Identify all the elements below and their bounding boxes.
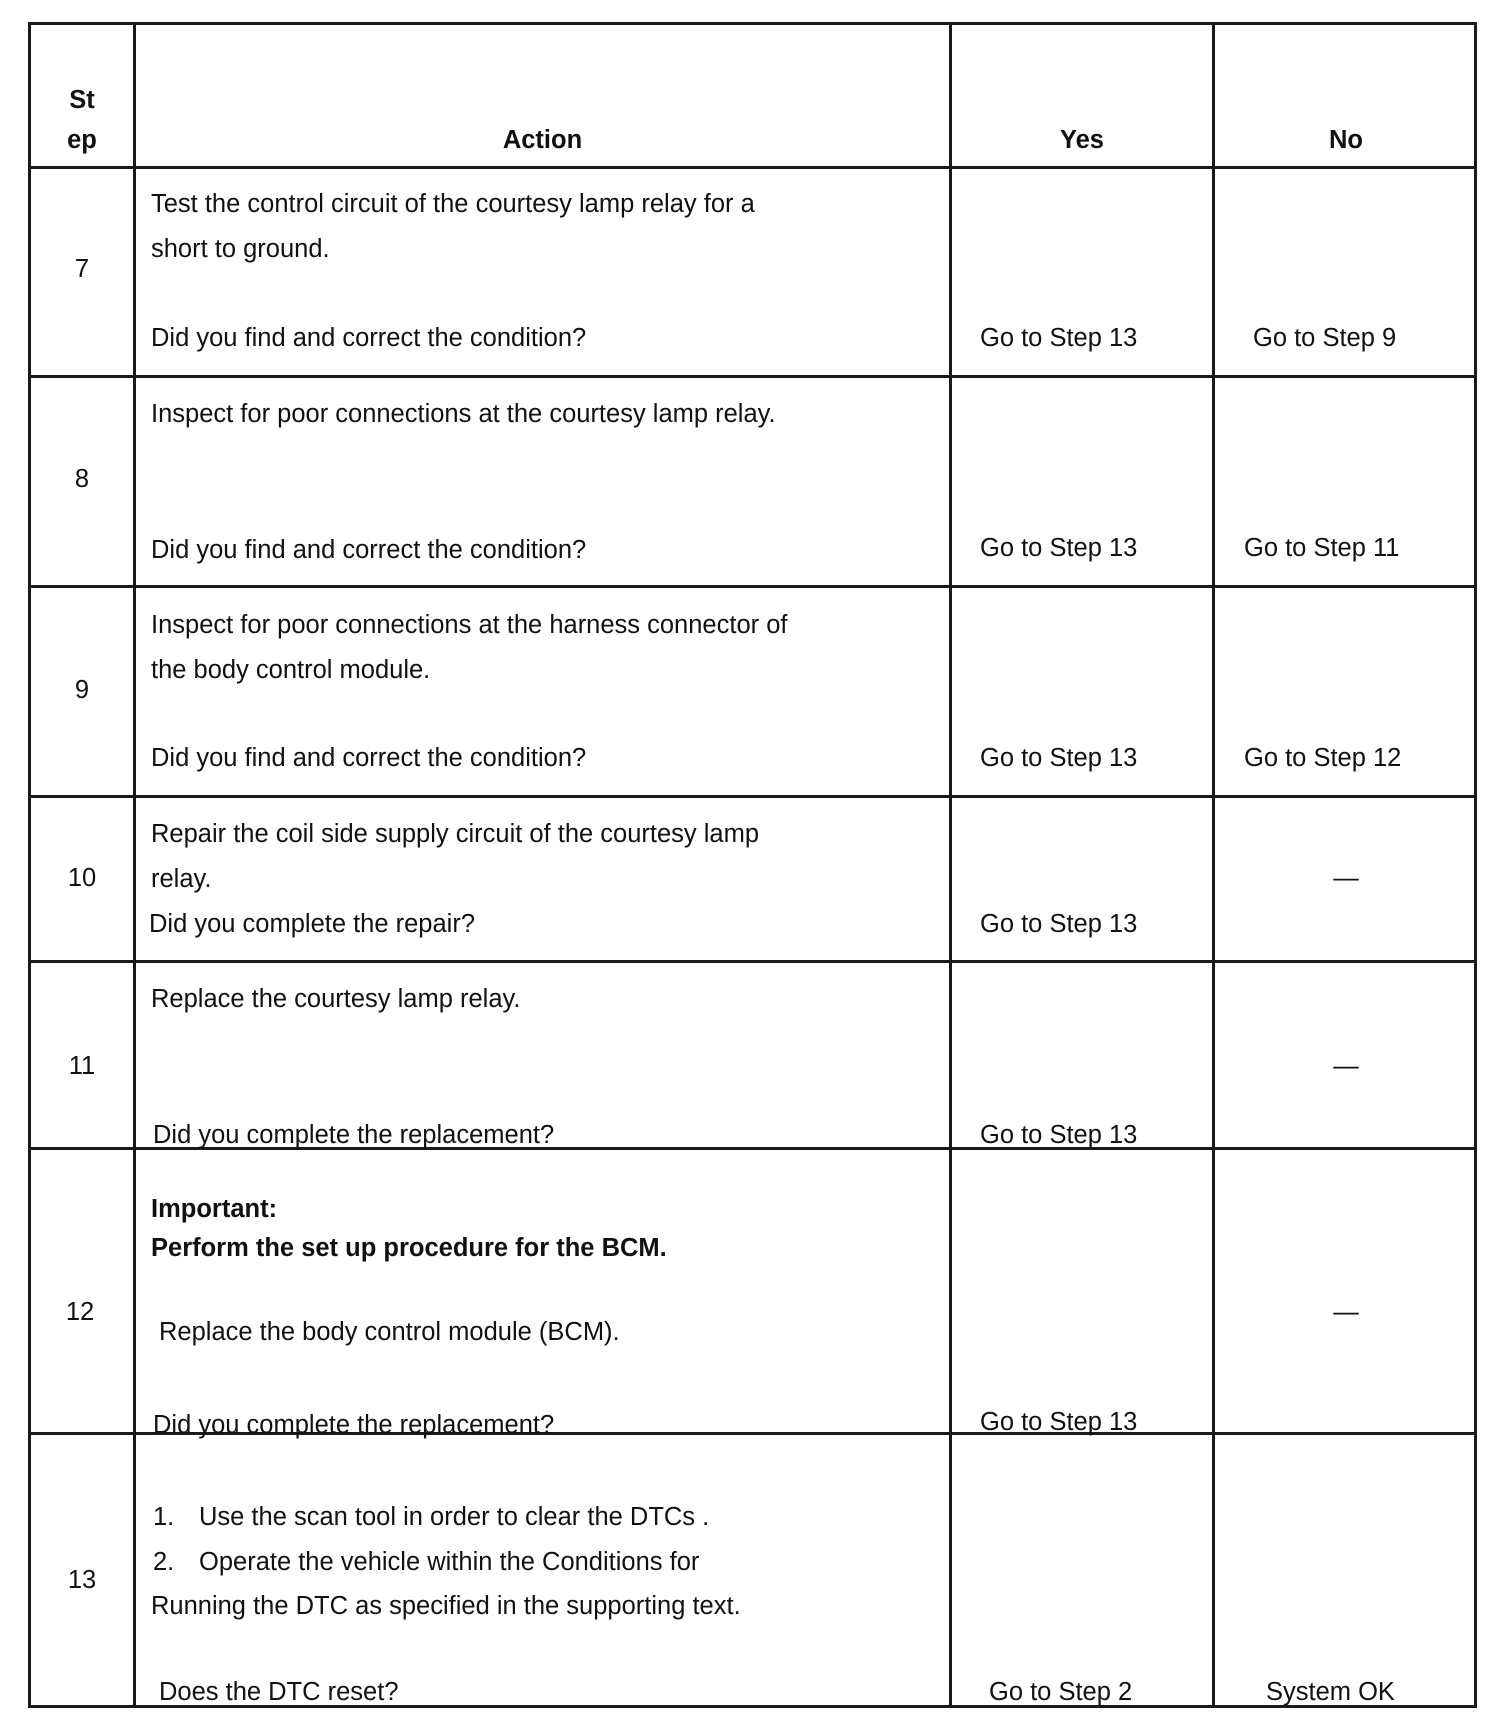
header-action: Action xyxy=(502,126,583,154)
yes-result: Go to Step 13 xyxy=(980,1121,1138,1149)
yes-result: Go to Step 13 xyxy=(980,910,1138,938)
action-text: Replace the body control module (BCM). xyxy=(159,1318,620,1346)
no-result-dash: — xyxy=(1333,864,1359,892)
important-text: Perform the set up procedure for the BCM. xyxy=(151,1234,667,1262)
action-question: Did you find and correct the condition? xyxy=(151,324,587,352)
no-result-dash: — xyxy=(1333,1298,1359,1326)
diagnostic-table xyxy=(28,22,1477,1708)
action-question: Does the DTC reset? xyxy=(159,1678,399,1706)
action-text: Test the control circuit of the courtesy lamp relay for a xyxy=(151,190,755,218)
no-result: Go to Step 9 xyxy=(1253,324,1397,352)
no-result: System OK xyxy=(1266,1678,1395,1706)
step-number: 12 xyxy=(65,1298,95,1326)
list-number: 2. xyxy=(153,1548,175,1576)
step-number: 7 xyxy=(74,255,90,283)
header-step-line1: St xyxy=(69,86,95,114)
no-result: Go to Step 12 xyxy=(1244,744,1402,772)
row-divider xyxy=(31,795,1474,798)
action-question: Did you complete the replacement? xyxy=(153,1121,555,1149)
column-divider xyxy=(133,25,136,1705)
list-number: 1. xyxy=(153,1503,175,1531)
action-question: Did you complete the replacement? xyxy=(153,1411,555,1439)
step-number: 8 xyxy=(74,465,90,493)
list-item-text: Operate the vehicle within the Conditions for xyxy=(199,1548,700,1576)
yes-result: Go to Step 13 xyxy=(980,534,1138,562)
no-result-dash: — xyxy=(1333,1052,1359,1080)
action-text: Inspect for poor connections at the harness connector of xyxy=(151,611,788,639)
step-number: 11 xyxy=(68,1052,96,1080)
no-result: Go to Step 11 xyxy=(1244,534,1400,562)
action-text: the body control module. xyxy=(151,656,431,684)
action-text: Running the DTC as specified in the supporting text. xyxy=(151,1592,741,1620)
header-yes: Yes xyxy=(1060,126,1104,154)
row-divider xyxy=(31,585,1474,588)
row-divider xyxy=(31,166,1474,169)
yes-result: Go to Step 13 xyxy=(980,1408,1138,1436)
action-text: Replace the courtesy lamp relay. xyxy=(151,985,521,1013)
row-divider xyxy=(31,375,1474,378)
column-divider xyxy=(949,25,952,1705)
action-text: relay. xyxy=(151,865,212,893)
yes-result: Go to Step 13 xyxy=(980,324,1138,352)
action-text: Inspect for poor connections at the courtesy lamp relay. xyxy=(151,400,776,428)
action-text: short to ground. xyxy=(151,235,330,263)
header-no: No xyxy=(1329,126,1363,154)
action-question: Did you find and correct the condition? xyxy=(151,744,587,772)
step-number: 13 xyxy=(67,1566,97,1594)
important-label: Important: xyxy=(151,1195,278,1223)
action-question: Did you find and correct the condition? xyxy=(151,536,587,564)
header-step-line2: ep xyxy=(67,126,97,154)
yes-result: Go to Step 2 xyxy=(989,1678,1133,1706)
step-number: 9 xyxy=(74,676,90,704)
row-divider xyxy=(31,960,1474,963)
action-text: Repair the coil side supply circuit of the courtesy lamp xyxy=(151,820,760,848)
yes-result: Go to Step 13 xyxy=(980,744,1138,772)
action-question: Did you complete the repair? xyxy=(149,910,476,938)
step-number: 10 xyxy=(67,864,97,892)
list-item-text: Use the scan tool in order to clear the DTCs . xyxy=(199,1503,710,1531)
